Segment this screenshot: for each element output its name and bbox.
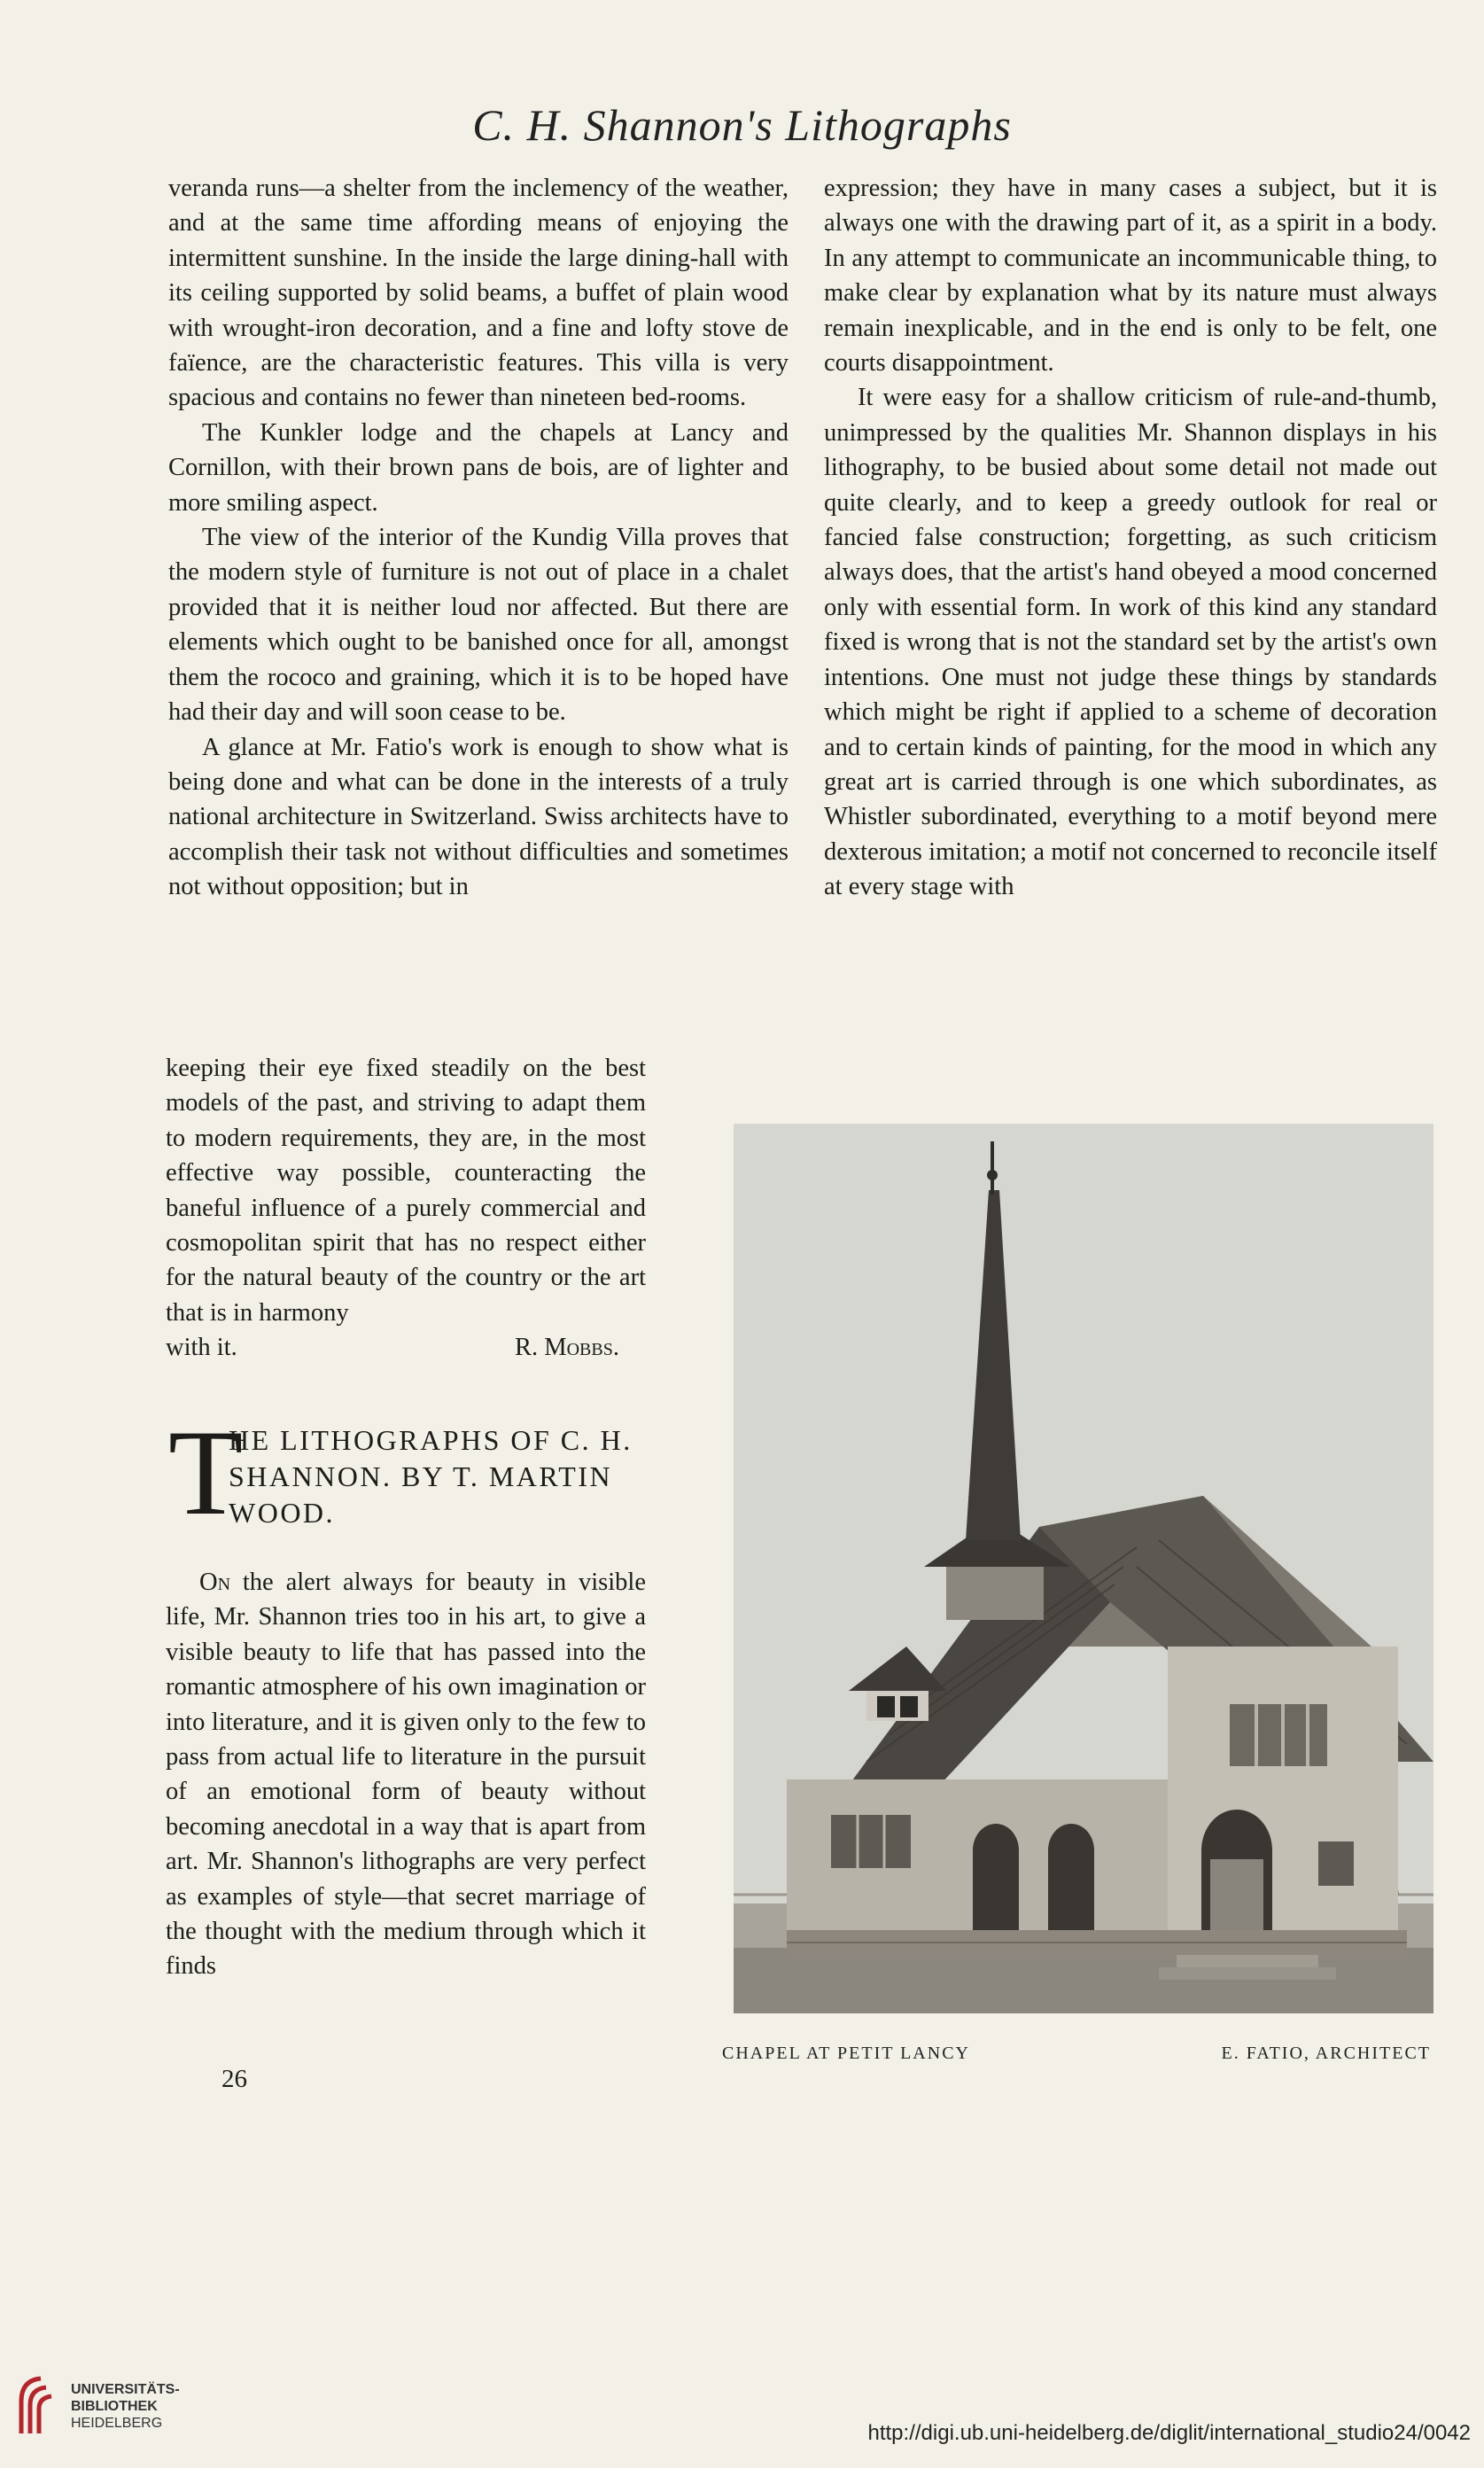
- library-line-1: UNIVERSITÄTS-: [71, 2381, 180, 2397]
- library-line-2: BIBLIOTHEK: [71, 2398, 158, 2414]
- left-paragraph-2: The Kunkler lodge and the chapels at Lancy and Cornillon, with their brown pans de bois, are of lighter and more smiling aspect.: [168, 418, 789, 517]
- right-paragraph-2: It were easy for a shallow criticism of rule-and-thumb, unimpressed by the qualities Mr. Shannon displays in his lithography, to be busied about some detail not made out quite clearly, and to keep a greedy outlook for real or fancied false construction; forgetting, as such criticism always does, that the artist's hand obeyed a mood concerned only with essential form. In work of this kind any standard fixed is wrong that is not the standard set by the artist's own intentions. One must not judge these things by standards which might be right if applied to a scheme of decoration and to certain kinds of painting, for the mood in which any great art is carried through is one which subordinates, as Whistler subordinated, everything to a motif beyond mere dexterous imitation; a motif not concerned to reconcile itself at every stage with: [824, 384, 1437, 901]
- left-paragraph-1: veranda runs—a shelter from the inclemency of the weather, and at the same time affording means of enjoying the intermittent sunshine. In the inside the large dining-hall with its ceiling supported by solid beams, a buffet of plain wood with wrought-iron decoration, and a fine and lofty stove de faïence, are the characteristic features. This villa is very spacious and contains no fewer than nineteen bed-rooms.: [168, 175, 789, 412]
- caption-architect: E. FATIO, ARCHITECT: [1221, 2044, 1431, 2063]
- chapel-photograph: [734, 1124, 1433, 2013]
- library-logo-icon: [16, 2375, 60, 2437]
- article-body-text: the alert always for beauty in visible life, Mr. Shannon tries too in his art, to give a visible beauty to life that has passed into the romantic atmosphere of his own imagination or into literature, and it is given only to the few to pass from actual life to literature in the pursuit of an emotional form of beauty without becoming anecdotal in a way that is apart from art. Mr. Shannon's lithographs are very perfect as examples of style—that secret marriage of the thought with the medium through which it finds: [166, 1569, 646, 1981]
- signature-author: R. Mobbs.: [515, 1334, 619, 1362]
- source-url-link[interactable]: http://digi.ub.uni-heidelberg.de/diglit/international_studio24/0042: [867, 2421, 1471, 2445]
- library-name: [71, 2381, 180, 2432]
- drop-cap: T: [168, 1405, 244, 1540]
- caption-title: CHAPEL AT PETIT LANCY: [722, 2044, 970, 2063]
- article-body: [166, 1565, 646, 1984]
- photo-caption: [722, 2044, 1431, 2064]
- article-lead-in: On: [199, 1569, 231, 1596]
- signature-line: [166, 1330, 646, 1365]
- left-column: [168, 171, 789, 905]
- left-paragraph-4-continued: keeping their eye fixed steadily on the best models of the past, and striving to adapt them to modern requirements, they are, in the most effective way possible, counteracting the baneful influence of a purely commercial and cosmopolitan spirit that has no respect either for the natural beauty of the country or the art that is in harmony: [166, 1055, 646, 1327]
- right-column: [824, 171, 1437, 905]
- page-number: 26: [221, 2065, 247, 2093]
- signature-prefix: with it.: [166, 1334, 237, 1362]
- left-paragraph-4: A glance at Mr. Fatio's work is enough to show what is being done and what can be done in the interests of a truly national architecture in Switzerland. Swiss architects have to accomplish their task not without difficulties and sometimes not without opposition; but in: [168, 733, 789, 901]
- article-heading: [168, 1405, 647, 1540]
- library-logo[interactable]: [16, 2375, 180, 2437]
- right-paragraph-1: expression; they have in many cases a subject, but it is always one with the drawing part of it, as a spirit in a body. In any attempt to communicate an incommunicable thing, to make clear by explanation what by its nature must always remain inexplicable, and in the end is only to be felt, one courts disappointment.: [824, 175, 1437, 378]
- chapel-illustration: [734, 1124, 1433, 2013]
- running-head: C. H. Shannon's Lithographs: [472, 100, 1012, 150]
- article-title: HE LITHOGRAPHS OF C. H. SHANNON. BY T. MARTIN WOOD.: [229, 1424, 633, 1529]
- library-line-3: HEIDELBERG: [71, 2415, 163, 2431]
- left-column-narrow: [166, 1051, 646, 1366]
- left-paragraph-3: The view of the interior of the Kundig Villa proves that the modern style of furniture is not out of place in a chalet provided that it is neither loud nor affected. But there are elements which ought to be banished once for all, amongst them the rococo and graining, which it is to be hoped have had their day and will soon cease to be.: [168, 524, 789, 727]
